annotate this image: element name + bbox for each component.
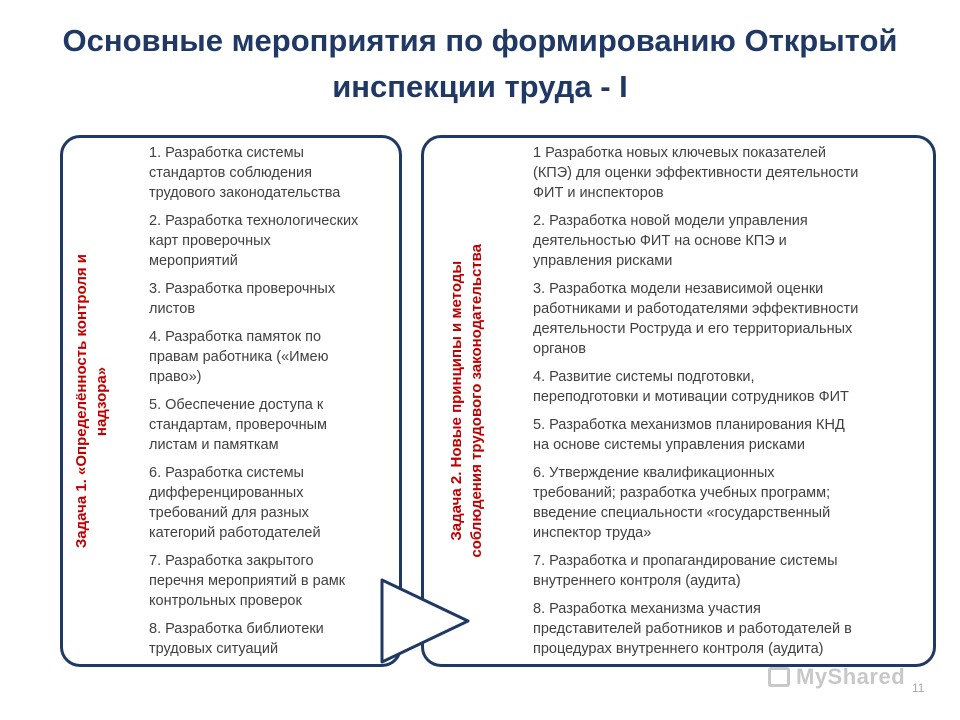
list-item <box>533 211 928 271</box>
list-item <box>533 279 928 359</box>
list-item-line: контрольных проверок <box>149 593 302 609</box>
watermark-text: MyShared <box>796 664 906 689</box>
slide-title-line-2: инспекции труда - I <box>332 69 628 104</box>
list-item-line: трудового законодательства <box>149 185 341 201</box>
list-item-line: перечня мероприятий в рамк <box>149 573 346 589</box>
list-item-line: 6. Утверждение квалификационных <box>533 465 775 481</box>
list-item <box>149 211 409 271</box>
list-item-line: 3. Разработка проверочных <box>149 281 336 297</box>
list-item-line: право») <box>149 369 202 385</box>
list-item-line: процедурах внутреннего контроля (аудита) <box>533 641 824 657</box>
list-item-line: 2. Разработка новой модели управления <box>533 213 808 229</box>
list-item-line: переподготовки и мотивации сотрудников ФИТ <box>533 389 849 405</box>
list-item-line: 4. Развитие системы подготовки, <box>533 369 755 385</box>
list-item-line: работниками и работодателями эффективности <box>533 301 859 317</box>
task-2-label-line-1: Задача 2. Новые принципы и методы <box>448 261 465 541</box>
list-item-line: требований для разных <box>149 505 309 521</box>
list-item <box>149 143 409 203</box>
list-item-line: ФИТ и инспекторов <box>533 185 664 201</box>
watermark-icon <box>768 667 790 687</box>
list-item-line: дифференцированных <box>149 485 304 501</box>
list-item-line: представителей работников и работодателей в <box>533 621 852 637</box>
list-item-line: 7. Разработка закрытого <box>149 553 314 569</box>
list-item-line: трудовых ситуаций <box>149 641 279 657</box>
list-item-line: 4. Разработка памяток по <box>149 329 322 345</box>
list-item-line: листам и памяткам <box>149 437 279 453</box>
list-item <box>533 143 928 203</box>
list-item-line: стандартов соблюдения <box>149 165 312 181</box>
task-2-label-line-2: соблюдения трудового законодательства <box>468 244 485 558</box>
task-2-list <box>533 143 928 667</box>
list-item-line: 5. Обеспечение доступа к <box>149 397 324 413</box>
list-item-line: категорий работодателей <box>149 525 321 541</box>
list-item-line: внутреннего контроля (аудита) <box>533 573 741 589</box>
list-item-line: введение специальности «государственный <box>533 505 831 521</box>
task-1-label-line-2: надзора» <box>93 366 110 436</box>
slide-title <box>0 18 960 110</box>
list-item-line: 2. Разработка технологических <box>149 213 359 229</box>
list-item-line: 1 Разработка новых ключевых показателей <box>533 145 826 161</box>
list-item <box>149 395 409 455</box>
task-2-panel <box>421 135 936 667</box>
list-item-line: деятельности Роструда и его территориальных <box>533 321 853 337</box>
list-item <box>149 463 409 543</box>
list-item-line: правам работника («Имею <box>149 349 329 365</box>
list-item-line: стандартам, проверочным <box>149 417 327 433</box>
list-item-line: органов <box>533 341 586 357</box>
list-item <box>149 551 409 611</box>
list-item <box>149 327 409 387</box>
list-item-line: 6. Разработка системы <box>149 465 304 481</box>
list-item <box>533 415 928 455</box>
list-item-line: 3. Разработка модели независимой оценки <box>533 281 824 297</box>
right-arrow-icon <box>380 578 472 664</box>
list-item <box>533 551 928 591</box>
list-item-line: деятельностью ФИТ на основе КПЭ и <box>533 233 787 249</box>
list-item-line: 8. Разработка механизма участия <box>533 601 761 617</box>
watermark <box>768 664 905 690</box>
list-item-line: инспектор труда» <box>533 525 652 541</box>
list-item-line: мероприятий <box>149 253 238 269</box>
list-item-line: на основе системы управления рисками <box>533 437 806 453</box>
list-item <box>149 279 409 319</box>
page-number: 11 <box>912 681 925 695</box>
task-1-label-line-1: Задача 1. «Определённость контроля и <box>73 253 90 549</box>
list-item-line: 8. Разработка библиотеки <box>149 621 324 637</box>
task-1-list <box>149 143 409 667</box>
slide-title-line-1: Основные мероприятия по формированию Открытой <box>62 23 898 58</box>
list-item <box>533 463 928 543</box>
list-item <box>533 599 928 659</box>
list-item-line: карт проверочных <box>149 233 271 249</box>
list-item-line: 5. Разработка механизмов планирования КНД <box>533 417 845 433</box>
list-item-line: листов <box>149 301 196 317</box>
task-1-label <box>63 138 121 664</box>
list-item-line: требований; разработка учебных программ; <box>533 485 831 501</box>
task-1-panel <box>60 135 402 667</box>
list-item-line: управления рисками <box>533 253 673 269</box>
list-item-line: 1. Разработка системы <box>149 145 304 161</box>
list-item-line: (КПЭ) для оценки эффективности деятельности <box>533 165 859 181</box>
list-item <box>533 367 928 407</box>
list-item-line: 7. Разработка и пропагандирование системы <box>533 553 838 569</box>
list-item <box>149 619 409 659</box>
